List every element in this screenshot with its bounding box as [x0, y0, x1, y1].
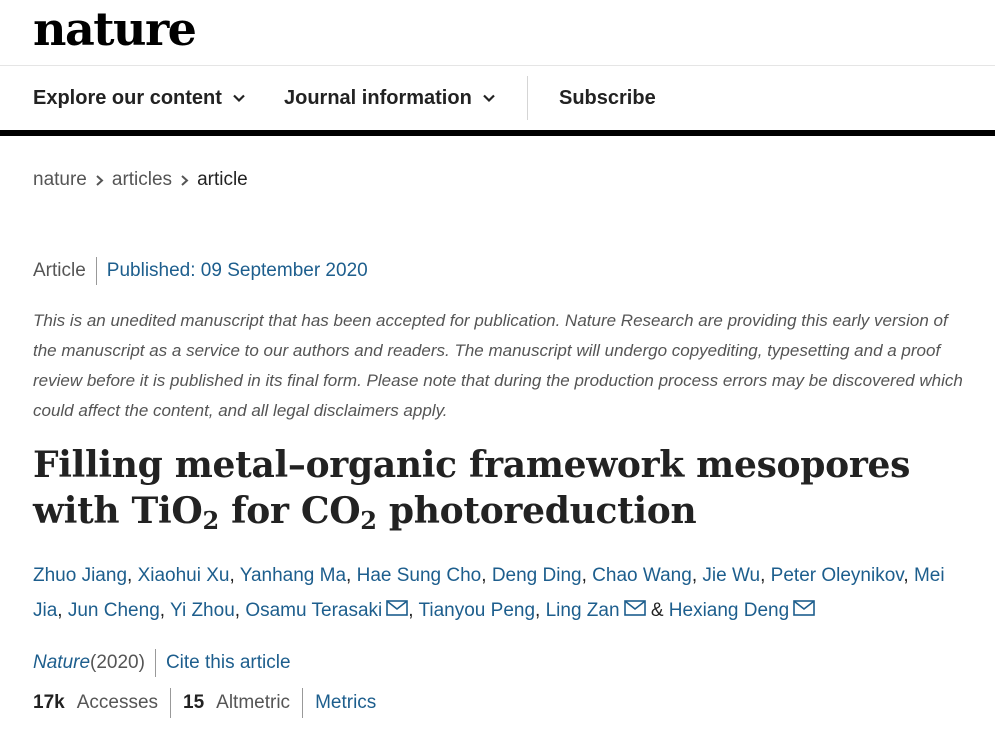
email-icon[interactable] — [620, 600, 646, 621]
author-link[interactable]: Jie Wu — [702, 565, 761, 586]
accesses-label: Accesses — [76, 692, 159, 713]
email-icon[interactable] — [789, 600, 815, 621]
breadcrumb — [33, 168, 248, 192]
explore-content-label: Explore our content — [33, 86, 222, 109]
author-link[interactable]: Jun Cheng — [67, 600, 160, 621]
author-link[interactable]: Tianyou Peng — [418, 600, 536, 621]
article-title: Filling metal–organic framework mesopores with TiO$_2$ for $CO_2$ photoreduction — [33, 444, 911, 535]
main-nav — [0, 66, 995, 130]
author-link[interactable]: Peter Oleynikov — [770, 565, 904, 586]
author-link[interactable]: Chao Wang — [592, 565, 692, 586]
email-icon[interactable] — [382, 600, 408, 621]
article-meta — [33, 257, 368, 285]
altmetric-metric — [183, 688, 303, 718]
breadcrumb-item-articles[interactable]: articles — [111, 169, 173, 190]
explore-content-menu[interactable] — [33, 66, 246, 130]
article-metrics — [33, 688, 376, 718]
nav-divider — [527, 76, 528, 120]
altmetric-count: 15 — [183, 692, 205, 713]
journal-information-menu[interactable] — [284, 66, 496, 130]
author-link[interactable]: Yanhang Ma — [239, 565, 347, 586]
author-link[interactable]: Xiaohui Xu — [137, 565, 230, 586]
chevron-right-icon — [180, 174, 189, 187]
journal-information-label: Journal information — [284, 86, 472, 109]
journal-name[interactable]: Nature — [33, 652, 91, 673]
subscribe-label: Subscribe — [559, 86, 656, 109]
nature-logo[interactable]: nature — [33, 2, 196, 56]
metrics-link[interactable]: Metrics — [315, 692, 377, 713]
altmetric-label: Altmetric — [216, 692, 291, 713]
accesses-count: 17k — [33, 692, 65, 713]
publication-year: (2020) — [90, 652, 145, 673]
manuscript-notice: This is an unedited manuscript that has been accepted for publication. Nature Research are providing this early version of the manuscript as a service to our authors and readers. The manuscript will undergo copyediting, typesetting and a proof review before it is published in its final form. Please note that during the production process errors may be discovered which could affect the content, and all legal disclaimers apply. — [33, 311, 963, 420]
author-link[interactable]: Mei Jia — [33, 565, 945, 621]
breadcrumb-item-nature[interactable]: nature — [33, 169, 87, 190]
author-link[interactable]: Yi Zhou — [169, 600, 235, 621]
author-link[interactable]: Hae Sung Cho — [356, 565, 482, 586]
published-date[interactable]: Published: 09 September 2020 — [106, 260, 368, 281]
subscribe-link[interactable] — [559, 66, 656, 130]
author-link[interactable]: Deng Ding — [491, 565, 582, 586]
accesses-metric — [33, 688, 171, 718]
author-link[interactable]: Hexiang Deng — [668, 600, 790, 621]
cite-this-article-link[interactable]: Cite this article — [165, 652, 291, 673]
author-link[interactable]: Ling Zan — [545, 600, 620, 621]
journal-citation — [33, 649, 156, 677]
author-list: Zhuo Jiang, Xiaohui Xu, Yanhang Ma, Hae Sung Cho, Deng Ding, Chao Wang, Jie Wu, Peter Oleynikov, Mei Jia, Jun Cheng, Yi Zhou, Osamu Terasaki , Tianyou Peng, Ling Zan & Hexiang Deng — [33, 565, 945, 621]
chevron-down-icon — [232, 91, 246, 105]
citation-line — [33, 649, 291, 677]
article-type: Article — [33, 257, 97, 285]
nav-bottom-bar — [0, 130, 995, 136]
breadcrumb-item-article: article — [197, 169, 248, 190]
chevron-right-icon — [95, 174, 104, 187]
author-link[interactable]: Osamu Terasaki — [245, 600, 383, 621]
author-link[interactable]: Zhuo Jiang — [33, 565, 128, 586]
chevron-down-icon — [482, 91, 496, 105]
